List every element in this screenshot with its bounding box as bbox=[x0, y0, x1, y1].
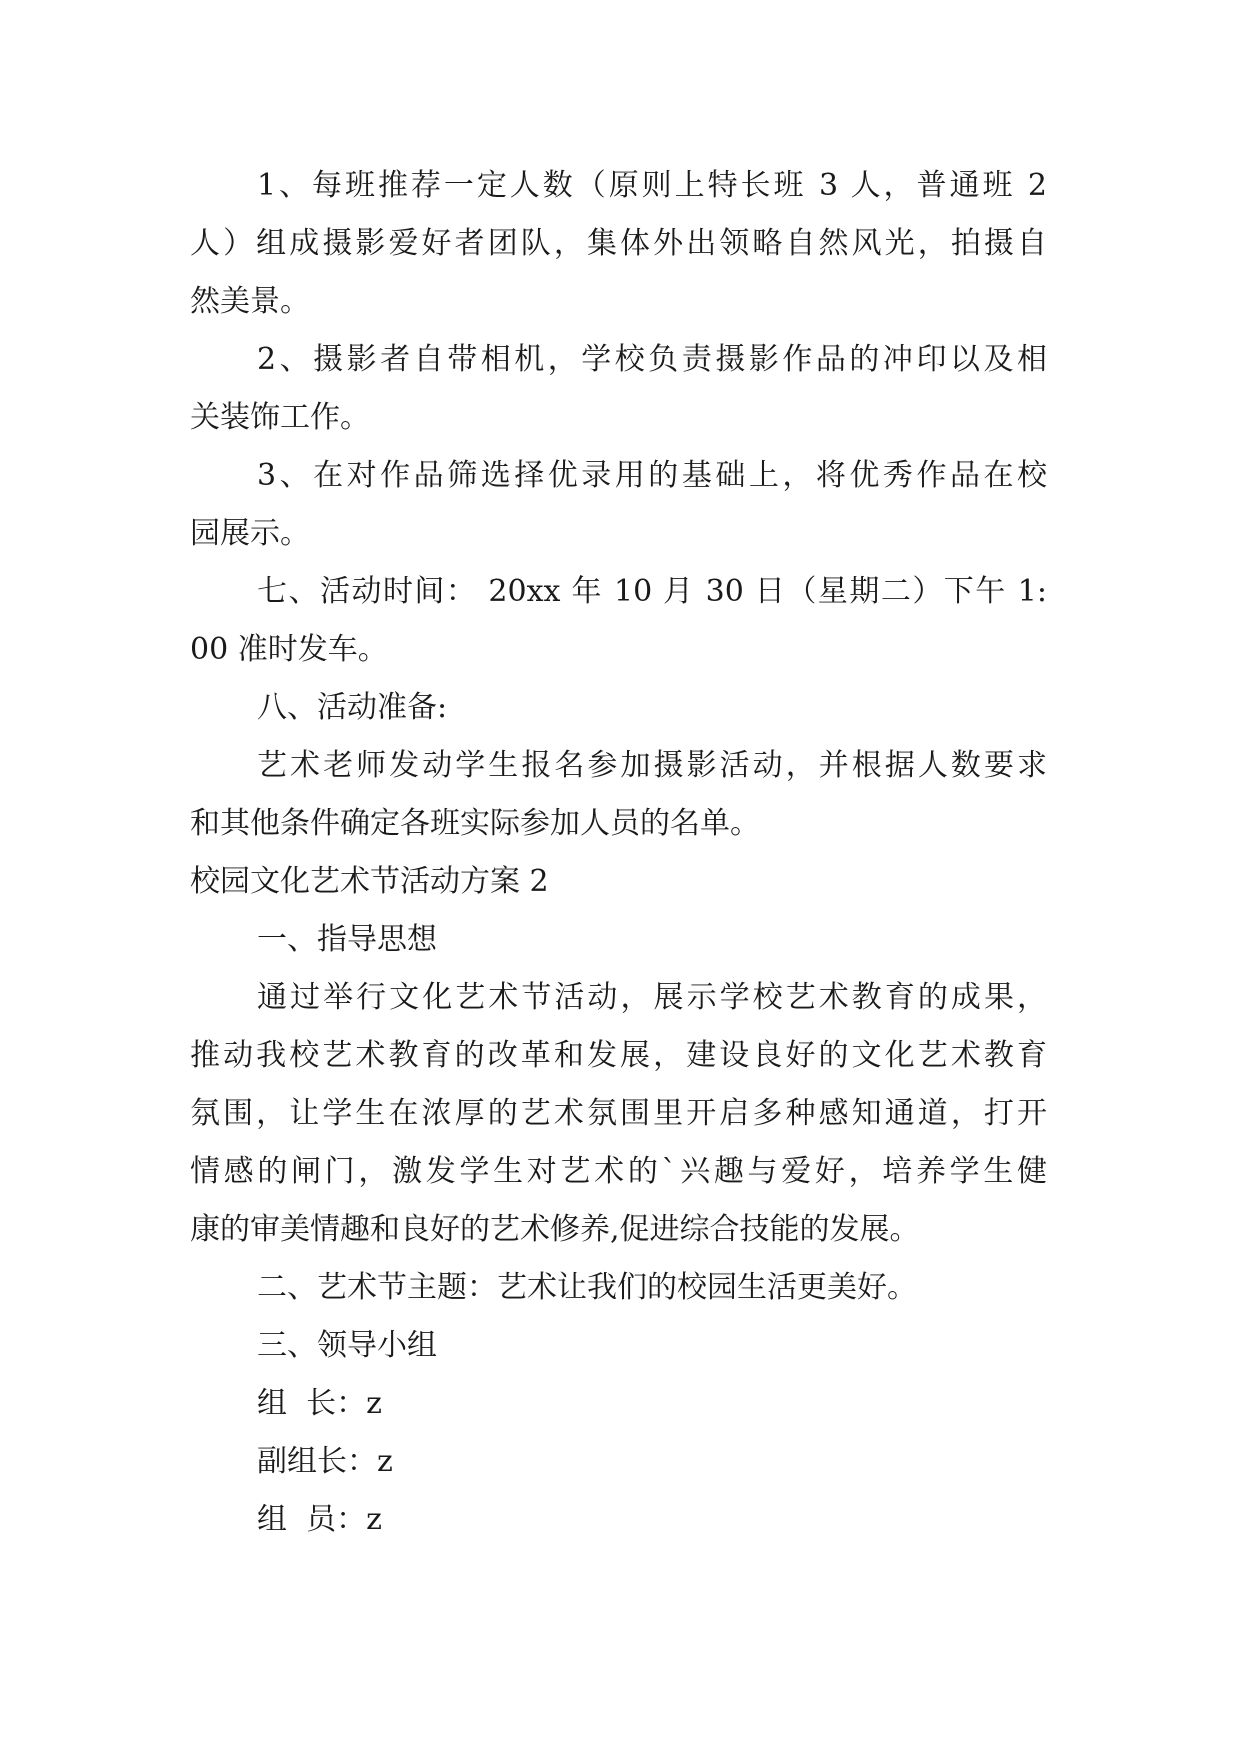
section-heading: 三、领导小组 bbox=[257, 1328, 437, 1363]
paragraph-line: 关装饰工作。 bbox=[190, 400, 370, 435]
section-heading: 一、指导思想 bbox=[257, 922, 437, 957]
document-title: 校园文化艺术节活动方案 2 bbox=[190, 864, 549, 899]
paragraph-line: 1、每班推荐一定人数（原则上特长班 3 人，普通班 2 bbox=[257, 168, 1047, 203]
deputy-leader-line: 副组长：z bbox=[257, 1444, 393, 1479]
leader-line: 组 长：z bbox=[257, 1386, 382, 1421]
paragraph-line: 人）组成摄影爱好者团队，集体外出领略自然风光，拍摄自 bbox=[190, 226, 1047, 261]
paragraph-line: 和其他条件确定各班实际参加人员的名单。 bbox=[190, 806, 760, 841]
paragraph-line: 通过举行文化艺术节活动，展示学校艺术教育的成果， bbox=[257, 980, 1047, 1015]
section-heading: 八、活动准备: bbox=[257, 690, 448, 725]
paragraph-line: 推动我校艺术教育的改革和发展，建设良好的文化艺术教育 bbox=[190, 1038, 1047, 1073]
paragraph-line: 园展示。 bbox=[190, 516, 310, 551]
paragraph-line: 七、活动时间： 20xx 年 10 月 30 日（星期二）下午 1: bbox=[257, 574, 1047, 609]
member-line: 组 员：z bbox=[257, 1502, 382, 1537]
paragraph-line: 情感的闸门，激发学生对艺术的`兴趣与爱好，培养学生健 bbox=[190, 1154, 1047, 1189]
paragraph-line: 3、在对作品筛选择优录用的基础上，将优秀作品在校 bbox=[257, 458, 1047, 493]
paragraph-line: 00 准时发车。 bbox=[190, 632, 388, 667]
paragraph-line: 氛围，让学生在浓厚的艺术氛围里开启多种感知通道，打开 bbox=[190, 1096, 1047, 1131]
paragraph-line: 然美景。 bbox=[190, 284, 310, 319]
paragraph-line: 艺术老师发动学生报名参加摄影活动，并根据人数要求 bbox=[257, 748, 1047, 783]
paragraph-line: 2、摄影者自带相机，学校负责摄影作品的冲印以及相 bbox=[257, 342, 1047, 377]
section-heading: 二、艺术节主题：艺术让我们的校园生活更美好。 bbox=[257, 1270, 917, 1305]
paragraph-line: 康的审美情趣和良好的艺术修养,促进综合技能的发展。 bbox=[190, 1212, 920, 1247]
